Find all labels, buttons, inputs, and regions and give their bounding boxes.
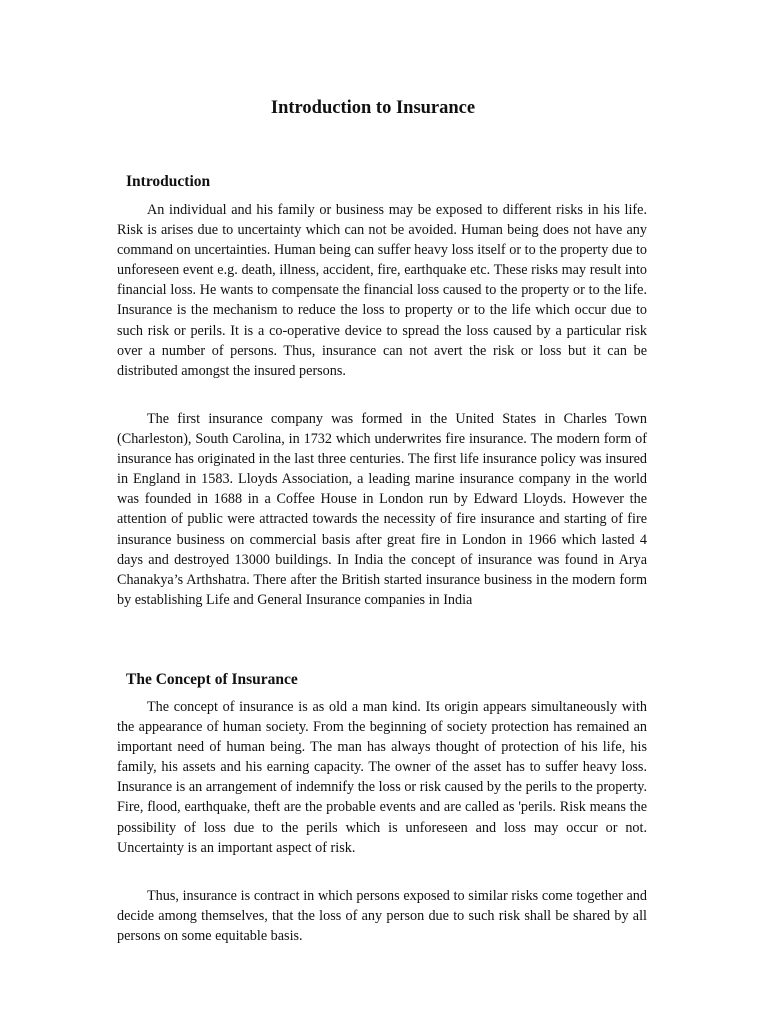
section-heading-introduction: Introduction [126,173,211,190]
introduction-paragraph-2: The first insurance company was formed in the United States in Charles Town (Charleston), South Carolina, in 1732 which underwrites fire insurance. The modern form of insurance has originated in the last three centuries. The first life insurance policy was insured in England in 1583. Lloyds Association, a leading marine insurance company in the world was founded in 1688 in a Coffee House in London run by Edward Lloyds. However the attention of public were attracted towards the necessity of fire insurance and starting of fire insurance business on commercial basis after great fire in London in 1966 which lasted 4 days and destroyed 13000 buildings. In India the concept of insurance was found in Arya Chanakya’s Arthshatra. There after the British started insurance business in the modern form by establishing Life and General Insurance companies in India [117,411,647,608]
introduction-paragraph-1: An individual and his family or business may be exposed to different risks in his life. Risk is arises due to uncertainty which can not be avoided. Human being does not have any command on uncertainties. Human being can suffer heavy loss itself or to the property due to unforeseen event e.g. death, illness, accident, fire, earthquake etc. These risks may result into financial loss. He wants to compensate the financial loss caused to the property or to the life. Insurance is the mechanism to reduce the loss to property or to the life which occur due to such risk or perils. It is a co-operative device to spread the loss caused by a particular risk over a number of persons. Thus, insurance can not avert the risk or loss but it can be distributed amongst the insured persons. [117,202,647,379]
document-title: Introduction to Insurance [270,98,476,118]
concept-paragraph-2: Thus, insurance is contract in which persons exposed to similar risks come together and decide among themselves, that the loss of any person due to such risk shall be shared by all persons on some equitable basis. [117,888,647,945]
concept-paragraph-1: The concept of insurance is as old a man kind. Its origin appears simultaneously with the appearance of human society. From the beginning of society protection has remained an important need of human being. The man has always thought of protection of his life, his family, his assets and his earning capacity. The owner of the asset has to suffer heavy loss. Insurance is an arrangement of indemnify the loss or risk caused by the perils to the property. Fire, flood, earthquake, theft are the probable events and are called as 'perils. Risk means the possibility of loss due to the perils which is unforeseen and loss may occur or not. Uncertainty is an important aspect of risk. [117,699,647,856]
section-heading-concept-of-insurance: The Concept of Insurance [126,671,298,688]
